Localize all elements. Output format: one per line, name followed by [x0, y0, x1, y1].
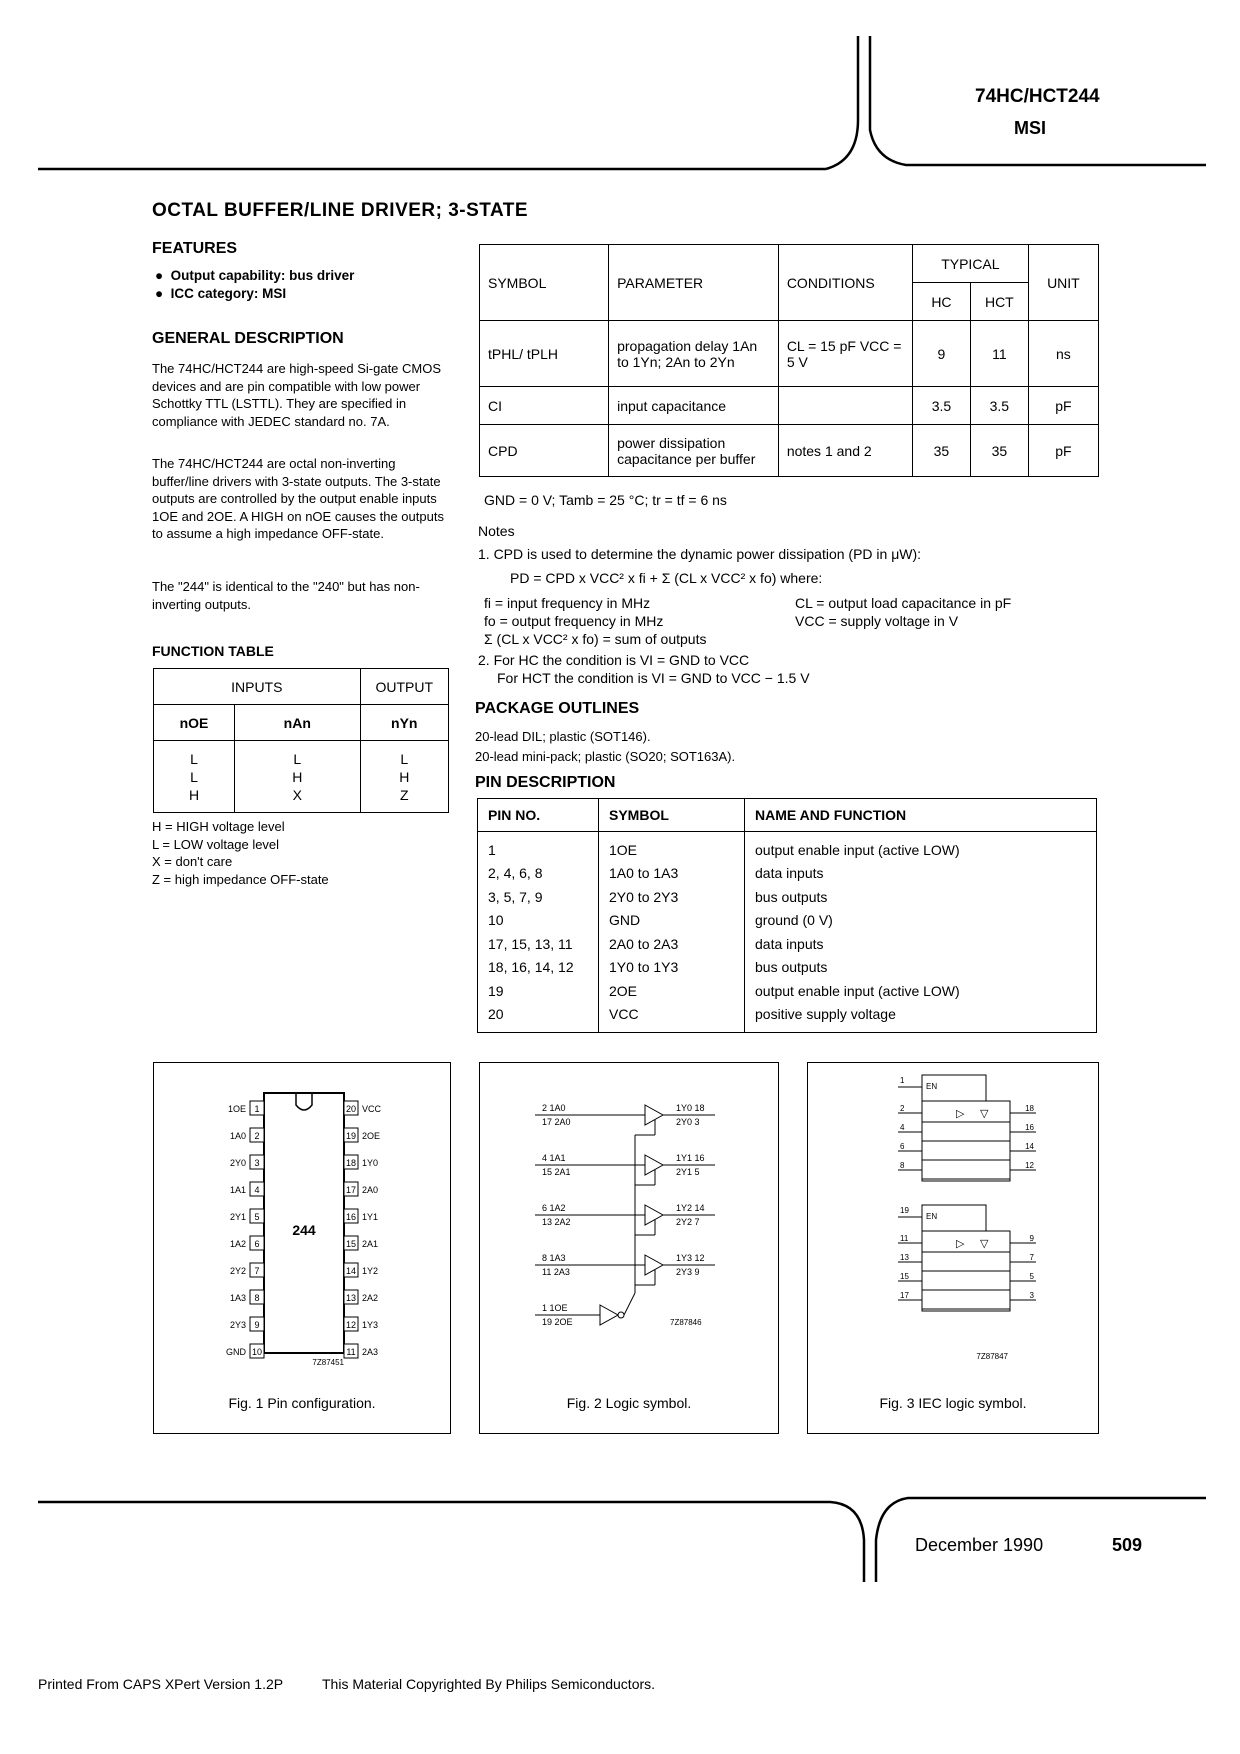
ft-col: nOE — [154, 705, 235, 741]
print-footer-left: Printed From CAPS XPert Version 1.2P — [38, 1676, 284, 1692]
pin-number: 12 — [345, 1320, 357, 1330]
gate-input-label: 15 2A1 — [542, 1167, 571, 1177]
ch-cell: 3.5 — [912, 387, 970, 425]
pin-number: 5 — [254, 1212, 260, 1222]
output-pin: 7 — [1029, 1253, 1034, 1262]
ch-conditions-header: CONDITIONS — [778, 245, 912, 321]
pd-cell: positive supply voltage — [755, 1006, 896, 1023]
ft-cell: L H Z — [360, 741, 448, 813]
pin-number: 6 — [254, 1239, 260, 1249]
pin-name: 2A2 — [362, 1293, 379, 1303]
oe-label: 19 2OE — [542, 1317, 573, 1327]
ch-parameter-header: PARAMETER — [609, 245, 779, 321]
ch-hct-header: HCT — [970, 283, 1028, 321]
general-p2: The 74HC/HCT244 are octal non-inverting buffer/line drivers with 3-state outputs. The 3-state outputs are controlled by the output enable inputs 1OE and 2OE. A HIGH on nOE causes the outputs to assume a high impedance OFF-state. — [152, 456, 444, 541]
pin-name: VCC — [362, 1104, 382, 1114]
pin-number: 17 — [345, 1185, 357, 1195]
pd-row — [478, 909, 1097, 933]
pd-header: NAME AND FUNCTION — [745, 799, 1097, 832]
pin-number: 8 — [254, 1293, 260, 1303]
pin-number: 15 — [345, 1239, 357, 1249]
pd-cell: bus outputs — [755, 888, 828, 905]
pd-cell: 1 — [478, 832, 599, 862]
ch-cell: pF — [1028, 387, 1098, 425]
fig1-pin-configuration — [153, 1062, 451, 1434]
characteristics-table — [479, 244, 1099, 477]
ch-cell: pF — [1028, 425, 1098, 477]
note-formula: PD = CPD x VCC² x fi + Σ (CL x VCC² x fo) where: — [510, 570, 823, 586]
fig3-iec-symbol — [807, 1062, 1099, 1434]
footer-page-number: 509 — [1112, 1535, 1143, 1555]
pd-cell: 19 — [478, 979, 599, 1003]
gate-output-label: 1Y0 18 — [676, 1103, 705, 1113]
pd-cell: GND — [599, 909, 745, 933]
pd-row — [478, 932, 1097, 956]
pin-number: 20 — [345, 1104, 357, 1114]
note-1: 1. CPD is used to determine the dynamic power dissipation (PD in μW): — [478, 546, 922, 562]
ch-cell: propagation delay 1An to 1Yn; 2An to 2Yn — [609, 321, 779, 387]
pd-cell: 2A0 to 2A3 — [599, 932, 745, 956]
pd-row — [478, 956, 1097, 980]
gate-output-label: 2Y0 3 — [676, 1117, 700, 1127]
gate-input-label: 11 2A3 — [542, 1267, 570, 1277]
output-pin: 12 — [1025, 1161, 1034, 1170]
pd-cell: 1Y0 to 1Y3 — [599, 956, 745, 980]
feature-item: ● Output capability: bus driver — [155, 268, 355, 283]
function-table-heading: FUNCTION TABLE — [152, 643, 274, 659]
pin-number: 4 — [254, 1185, 260, 1195]
pin-name: 1A3 — [229, 1293, 246, 1303]
chip-label: 244 — [292, 1222, 316, 1238]
fig2-drawing — [480, 1063, 778, 1383]
ft-cell: L L H — [154, 741, 235, 813]
ch-typical-header: TYPICAL — [912, 245, 1028, 283]
figure-code: 7Z87847 — [976, 1352, 1008, 1361]
pd-cell: bus outputs — [755, 959, 828, 976]
ft-cell: L H X — [235, 741, 361, 813]
buffer-triangle — [645, 1105, 663, 1125]
feature-item: ● ICC category: MSI — [155, 286, 287, 301]
pin-name: GND — [226, 1347, 246, 1357]
output-pin: 5 — [1029, 1272, 1034, 1281]
gate-output-label: 2Y2 7 — [676, 1217, 700, 1227]
input-pin: 4 — [900, 1123, 905, 1132]
chip-notch — [296, 1093, 312, 1110]
input-pin: 13 — [900, 1253, 909, 1262]
pd-cell: 18, 16, 14, 12 — [478, 956, 599, 980]
gate-input-label: 8 1A3 — [542, 1253, 566, 1263]
pin-number: 10 — [251, 1347, 263, 1357]
figure-code: 7Z87846 — [670, 1318, 702, 1327]
buffer-mark: ▷ — [956, 1108, 965, 1120]
pin-number: 9 — [254, 1320, 260, 1330]
input-pin: 2 — [900, 1104, 905, 1113]
pd-cell: 17, 15, 13, 11 — [478, 932, 599, 956]
pd-row — [478, 832, 1097, 862]
pin-name: 2Y2 — [229, 1266, 246, 1276]
en-pin: 1 — [900, 1076, 905, 1085]
tristate-mark: ▽ — [980, 1238, 989, 1250]
en-text: EN — [926, 1082, 938, 1091]
gate-output-label: 2Y3 9 — [676, 1267, 700, 1277]
pin-name: 1Y2 — [362, 1266, 379, 1276]
ch-cell: 11 — [970, 321, 1028, 387]
gate-output-label: 1Y1 16 — [676, 1153, 705, 1163]
output-pin: 3 — [1029, 1291, 1034, 1300]
ft-output-header: OUTPUT — [360, 669, 448, 705]
pin-number: 2 — [254, 1131, 260, 1141]
pd-cell: 2, 4, 6, 8 — [478, 862, 599, 886]
output-pin: 14 — [1025, 1142, 1034, 1151]
pin-name: 2A1 — [362, 1239, 379, 1249]
buffer-triangle — [645, 1155, 663, 1175]
pin-number: 19 — [345, 1131, 357, 1141]
pin-name: 2Y3 — [229, 1320, 246, 1330]
pin-number: 7 — [254, 1266, 260, 1276]
en-pin: 19 — [900, 1206, 909, 1215]
ch-cell: CI — [480, 387, 609, 425]
ch-symbol-header: SYMBOL — [480, 245, 609, 321]
pin-name: 2A3 — [362, 1347, 379, 1357]
note-2a: 2. For HC the condition is VI = GND to VCC — [478, 652, 750, 668]
footer-date: December 1990 — [915, 1535, 1044, 1555]
pd-cell: 3, 5, 7, 9 — [478, 885, 599, 909]
ch-cell: CL = 15 pF VCC = 5 V — [778, 321, 912, 387]
ch-cell: notes 1 and 2 — [778, 425, 912, 477]
pd-header: SYMBOL — [599, 799, 745, 832]
ch-cell: power dissipation capacitance per buffer — [609, 425, 779, 477]
pd-cell: 1A0 to 1A3 — [599, 862, 745, 886]
pd-cell: output enable input (active LOW) — [755, 982, 960, 999]
ch-cell: 3.5 — [970, 387, 1028, 425]
general-heading: GENERAL DESCRIPTION — [152, 330, 344, 347]
pd-cell: 20 — [478, 1003, 599, 1033]
gate-input-label: 4 1A1 — [542, 1153, 566, 1163]
pin-number: 16 — [345, 1212, 357, 1222]
pin-name: 1Y3 — [362, 1320, 379, 1330]
ft-legend: H = HIGH voltage level L = LOW voltage level X = don't care Z = high impedance OFF-state — [152, 819, 329, 887]
tristate-mark: ▽ — [980, 1108, 989, 1120]
fig1-caption: Fig. 1 Pin configuration. — [228, 1395, 376, 1411]
fig1-drawing — [154, 1063, 450, 1383]
pd-row — [478, 1003, 1097, 1033]
pin-name: 1A0 — [229, 1131, 246, 1141]
pin-number: 13 — [345, 1293, 357, 1303]
package-heading: PACKAGE OUTLINES — [475, 700, 640, 717]
pd-header: PIN NO. — [478, 799, 599, 832]
pd-row — [478, 862, 1097, 886]
page-title: OCTAL BUFFER/LINE DRIVER; 3-STATE — [152, 200, 529, 221]
general-p1: The 74HC/HCT244 are high-speed Si-gate CMOS devices and are pin compatible with low power Schottky TTL (LSTTL). They are specified in compliance with JEDEC standard no. 7A. — [152, 361, 442, 429]
input-pin: 15 — [900, 1272, 909, 1281]
pd-cell: data inputs — [755, 935, 824, 952]
gate-output-label: 2Y1 5 — [676, 1167, 700, 1177]
pd-cell: 1OE — [599, 832, 745, 862]
pin-desc-heading: PIN DESCRIPTION — [475, 774, 616, 791]
pd-row — [478, 885, 1097, 909]
header-category: MSI — [1014, 118, 1047, 138]
pin-name: 2A0 — [362, 1185, 379, 1195]
fig3-drawing — [808, 1063, 1098, 1383]
figure-code: 7Z87451 — [312, 1358, 344, 1367]
note-defs-left: fi = input frequency in MHz fo = output frequency in MHz Σ (CL x VCC² x fo) = sum of outputs — [484, 595, 707, 647]
note-defs-right: CL = output load capacitance in pF VCC = supply voltage in V — [795, 595, 1012, 629]
pd-row — [478, 979, 1097, 1003]
ch-hc-header: HC — [912, 283, 970, 321]
general-p3: The "244" is identical to the "240" but has non-inverting outputs. — [152, 579, 420, 612]
ch-footnote: GND = 0 V; Tamb = 25 °C; tr = tf = 6 ns — [484, 492, 727, 508]
fig2-logic-symbol — [479, 1062, 779, 1434]
input-pin: 6 — [900, 1142, 905, 1151]
buffer-triangle — [645, 1205, 663, 1225]
ch-cell: CPD — [480, 425, 609, 477]
pin-name: 2Y1 — [229, 1212, 246, 1222]
ch-cell: 35 — [970, 425, 1028, 477]
buffer-triangle — [645, 1255, 663, 1275]
gate-output-label: 1Y3 12 — [676, 1253, 705, 1263]
pin-name: 1Y1 — [362, 1212, 379, 1222]
input-pin: 8 — [900, 1161, 905, 1170]
pin-number: 1 — [254, 1104, 260, 1114]
pin-name: 2OE — [362, 1131, 381, 1141]
print-footer-right: This Material Copyrighted By Philips Semiconductors. — [322, 1676, 656, 1692]
pin-name: 1A1 — [229, 1185, 246, 1195]
buffer-mark: ▷ — [956, 1238, 965, 1250]
output-pin: 18 — [1025, 1104, 1034, 1113]
ch-cell — [778, 387, 912, 425]
gate-output-label: 1Y2 14 — [676, 1203, 705, 1213]
ch-cell: 35 — [912, 425, 970, 477]
ch-cell: ns — [1028, 321, 1098, 387]
input-pin: 17 — [900, 1291, 909, 1300]
pd-cell: 2OE — [599, 979, 745, 1003]
pin-description-table — [477, 798, 1097, 1033]
fig3-caption: Fig. 3 IEC logic symbol. — [879, 1395, 1027, 1411]
gate-input-label: 13 2A2 — [542, 1217, 571, 1227]
pd-cell: data inputs — [755, 865, 824, 882]
gate-input-label: 6 1A2 — [542, 1203, 566, 1213]
pd-cell: output enable input (active LOW) — [755, 841, 960, 858]
ft-col: nYn — [360, 705, 448, 741]
input-pin: 11 — [900, 1234, 909, 1243]
footer-rule — [0, 1490, 1240, 1590]
pin-number: 18 — [345, 1158, 357, 1168]
oe-label: 1 1OE — [542, 1303, 568, 1313]
features-list — [155, 267, 354, 303]
pin-name: 1OE — [227, 1104, 246, 1114]
ch-cell: input capacitance — [609, 387, 779, 425]
pin-name: 1A2 — [229, 1239, 246, 1249]
output-pin: 9 — [1029, 1234, 1034, 1243]
output-pin: 16 — [1025, 1123, 1034, 1132]
inversion-bubble — [618, 1312, 624, 1318]
pd-cell: ground (0 V) — [755, 912, 833, 929]
notes-heading: Notes — [478, 523, 515, 539]
pin-name: 2Y0 — [229, 1158, 246, 1168]
oe-buffer — [600, 1305, 618, 1325]
note-2b: For HCT the condition is VI = GND to VCC − 1.5 V — [497, 670, 810, 686]
en-text: EN — [926, 1212, 938, 1221]
pin-number: 3 — [254, 1158, 260, 1168]
gate-input-label: 17 2A0 — [542, 1117, 571, 1127]
package-lines: 20-lead DIL; plastic (SOT146). 20-lead mini-pack; plastic (SO20; SOT163A). — [475, 729, 736, 764]
gate-input-label: 2 1A0 — [542, 1103, 566, 1113]
pin-number: 14 — [345, 1266, 357, 1276]
function-table — [153, 668, 449, 813]
ch-cell: tPHL/ tPLH — [480, 321, 609, 387]
ch-cell: 9 — [912, 321, 970, 387]
pd-cell: 10 — [478, 909, 599, 933]
oe-connect — [624, 1293, 635, 1315]
ft-inputs-header: INPUTS — [154, 669, 361, 705]
ch-unit-header: UNIT — [1028, 245, 1098, 321]
header-part-number: 74HC/HCT244 — [975, 86, 1100, 107]
pin-number: 11 — [346, 1347, 356, 1357]
fig2-caption: Fig. 2 Logic symbol. — [566, 1395, 692, 1411]
features-heading: FEATURES — [152, 240, 238, 257]
pd-cell: VCC — [599, 1003, 745, 1033]
pd-cell: 2Y0 to 2Y3 — [599, 885, 745, 909]
ft-col: nAn — [235, 705, 361, 741]
pin-name: 1Y0 — [362, 1158, 379, 1168]
